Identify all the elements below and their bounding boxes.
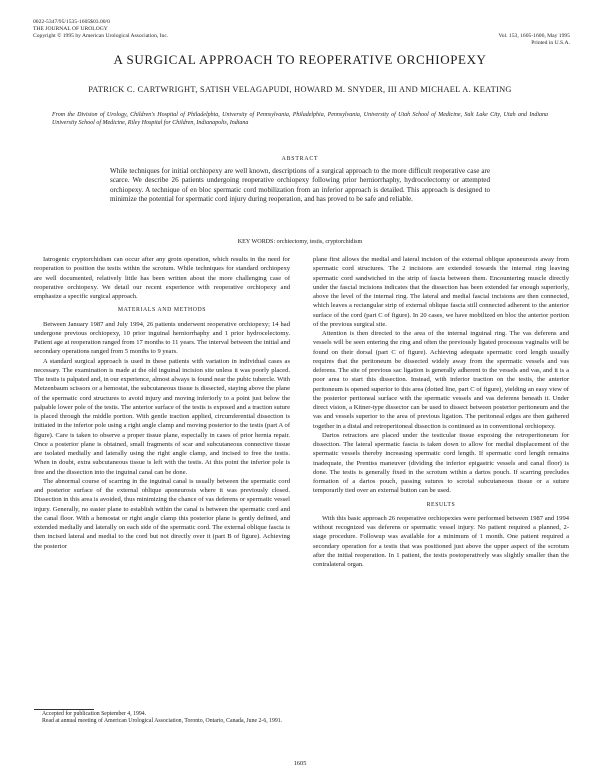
footnote-rule [34,709,94,710]
keywords: KEY WORDS: orchiectomy, testis, cryptorchidism [237,239,363,245]
article-authors: PATRICK C. CARTWRIGHT, SATISH VELAGAPUDI, HOWARD M. SNYDER, III AND MICHAEL A. KEATING [88,85,512,94]
methods-paragraph-3: The abnormal course of scarring in the inguinal canal is usually between the spermatic cord and posterior surface of the external oblique aponeurosis where it was previously closed. Dissection in this area is avoided, thus minimizing the chance of vas deferens or spermatic vessel injury. Generally, no easier plane to establish within the canal is between the spermatic cord and the canal floor. With a hemostat or right angle clamp this posterior plane is gently defined, and extended medially and laterally on each side of the spermatic cord. The external oblique fascia is then incised lateral and medial to the cord but not directly over it (part B of figure). Achieving the posterior [34,477,290,550]
abstract-text: While techniques for initial orchiopexy are well known, descriptions of a surgical approach to the more difficult reoperative case are scarce. We describe 26 patients undergoing reoperative orchiopexy following prior herniorrhaphy, hydrocelectomy or attempted orchiopexy. A technique of en bloc spermatic cord mobilization from an inferior approach is detailed. This approach is designed to minimize the potential for spermatic cord injury during reoperation, and has proved to be safe and reliable. [110,167,490,204]
footnote-accepted: Accepted for publication September 4, 1994. [42,711,147,717]
journal-header-right [420,33,570,47]
results-paragraph-1: With this basic approach 26 reoperative orchiopexies were performed between 1987 and 1994 without recognized vas deferens or spermatic vessel injury. No patient required a planned, 2-stage procedure. Followup was available for a minimum of 1 month. One patient required a secondary operation for a testis that was positioned just above the upper aspect of the scrotum after the initial reoperation. In 1 patient, the testis postoperatively was slightly smaller than the contralateral organ. [313,514,569,568]
abstract-heading: ABSTRACT [281,156,319,162]
header-journal-name: THE JOURNAL OF UROLOGY [33,26,108,32]
left-column [34,255,290,551]
page-number: 1605 [293,760,307,767]
methods-heading: MATERIALS AND METHODS [117,307,207,314]
technique-paragraph-3: Dartos retractors are placed under the testicular tissue exposing the retroperitoneum for dissection. The lateral spermatic fascia is taken down to allow for medial displacement of the spermatic vessels thereby increasing spermatic cord length. If spermatic cord length remains inadequate, the Prentiss maneuver (dividing the inferior epigastric vessels and canal floor) is done. The testis is generally fixed in the scrotum within a dartos pouch. If scarring precludes formation of a dartos pouch, passing sutures to scrotal subcutaneous tissue or a suture temporarily tied over an external button can be used. [313,431,569,495]
header-issn: 0022-5347/95/1535-1605$03.00/0 [33,19,110,25]
header-printed: Printed in U.S.A. [531,40,570,46]
article-affiliation: From the Division of Urology, Children's Hospital of Philadelphia, University of Pennsylvania, Philadelphia, Pennsylvania, University of Utah School of Medicine, Salt Lake City, Utah and Indiana University School of Medicine, Riley Hospital for Children, Indianapolis, Indiana [52,112,548,126]
results-heading: RESULTS [426,501,456,508]
technique-paragraph-1: plane first allows the medial and lateral incision of the external oblique aponeurosis away from spermatic cord structures. The 2 incisions are extended towards the internal ring leaving spermatic cord sandwiched in the strip of fascia between them. Encountering muscle directly under the fascial incisions indicates that the dissection has been extended far enough superiorly, above the level of the internal ring. The lateral and medial fascial incisions are then connected, which leaves a rectangular strip of external oblique fascia still connected adherent to the anterior surface of the cord (part C of figure). In 20 cases, we have mobilized en bloc the anterior portion of the previous surgical site. [313,256,569,328]
methods-paragraph-2: A standard surgical approach is used in these patients with variation in individual cases as necessary. The examination is made at the old inguinal incision site unless it was poorly placed. The testis is palpated and, in our experience, almost always is found near the pubic tubercle. With Metzenbaum scissors or a hemostat, the subcutaneous tissue is dissected, staying above the plane of the spermatic cord structures to avoid injury and moving inferiorly to a point just below the palpable lower pole of the testis. The anterior surface of the testis is exposed and a traction suture is placed through the middle portion. With gentle traction applied, circumferential dissection is initiated in the inferior pole using a right angle clamp and moving posterior to the testis (part A of figure). Care is taken to observe a proper tissue plane, especially in cases of prior hernia repair. Once a posterior plane is obtained, small fragments of scar and subcutaneous connective tissue are isolated medially and laterally using the right angle clamp, and incised to free the testis. When in doubt, extra subcutaneous tissue is left with the testis. At this point the inferior pole is free and the dissection into the inguinal canal can be done. [34,357,290,476]
footnotes [34,711,290,726]
header-copyright: Copyright © 1995 by American Urological Association, Inc. [33,33,169,39]
methods-paragraph-1: Between January 1987 and July 1994, 26 patients underwent reoperative orchiopexy; 14 had undergone previous orchiopexy, 10 prior inguinal herniorrhaphy and 1 prior hydrocelectomy. Patient age at reoperation ranged from 17 months to 11 years. The interval between the initial and secondary operations ranged from 5 months to 9 years. [34,320,290,356]
right-column [313,255,569,569]
footnote-meeting: Read at annual meeting of American Urological Association, Toronto, Ontario, Canada, June 2-6, 1991. [42,718,283,725]
header-volume: Vol. 153, 1605-1606, May 1995 [498,33,570,39]
technique-paragraph-2: Attention is then directed to the area of the internal inguinal ring. The vas deferens and vessels will be seen entering the ring and often the previously ligated processus vaginalis will be found on their dorsal (part C of figure). Achieving adequate spermatic cord length usually requires that the peritoneum be dissected widely away from the spermatic vessels and vas deferens. The site of previous sac ligation is generally adherent to the vessels and vas, and it is a poor area to start this dissection. Instead, with inferior traction on the testis, the anterior peritoneum is opened superior to this area (dotted line, part C of figure), yielding an easy view of the posterior peritoneal surface with the spermatic vessels and vas deferens beneath it. Under direct vision, a Kitner-type dissector can be used to dissect between posterior peritoneum and the vas and vessels superior to the area of previous ligation. The peritoneal edges are then gathered together in a distal and retroperitoneal dissection is continued as in conventional orchiopexy. [313,330,569,430]
article-title: A SURGICAL APPROACH TO REOPERATIVE ORCHIOPEXY [113,52,487,67]
journal-header-left [33,19,243,40]
intro-paragraph: Iatrogenic cryptorchidism can occur after any groin operation, which results in the need for reoperation to position the testis within the scrotum. While techniques for standard orchiopexy are well documented, relatively little has been written about the more challenging case of reoperative orchiopexy. We detail our recent experience with reoperative orchiopexy and emphasize a specific surgical approach. [34,256,290,300]
